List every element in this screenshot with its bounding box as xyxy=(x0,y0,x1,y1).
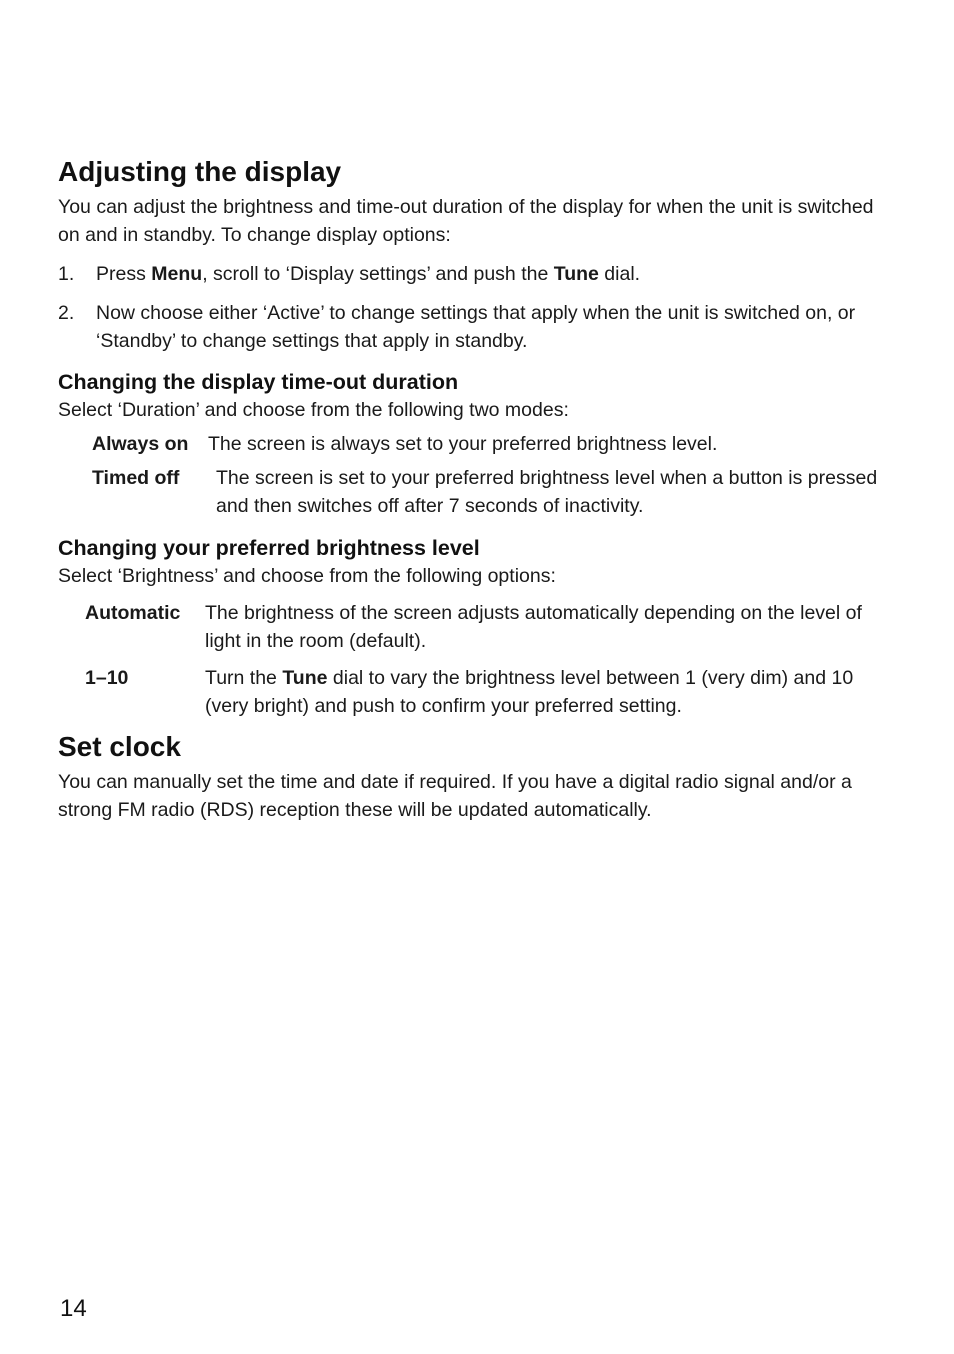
step-1: 1. Press Menu, scroll to ‘Display settings’ and push the Tune dial. xyxy=(58,260,898,288)
brightness-intro: Select ‘Brightness’ and choose from the following options: xyxy=(58,565,556,587)
section-title-adjusting-display: Adjusting the display xyxy=(58,156,342,187)
option-term: 1–10 xyxy=(85,667,129,689)
section-intro-adjusting-display: You can adjust the brightness and time-out duration of the display for when the unit is switched on and in standby. To change display options: xyxy=(58,196,874,246)
section-title-set-clock: Set clock xyxy=(58,731,181,762)
section-intro-set-clock: You can manually set the time and date if required. If you have a digital radio signal and/or a strong FM radio (RDS) reception these will be updated automatically. xyxy=(58,771,852,821)
menu-button-label: Menu xyxy=(151,263,203,285)
page-content xyxy=(58,155,898,824)
option-term: Automatic xyxy=(85,602,181,624)
mode-description: The screen is set to your preferred brightness level when a button is pressed and then switches off after 7 seconds of inactivity. xyxy=(216,467,878,517)
page-number: 14 xyxy=(60,1295,87,1322)
steps-list xyxy=(58,260,898,355)
timeout-duration-intro: Select ‘Duration’ and choose from the following two modes: xyxy=(58,399,569,421)
step-2 xyxy=(58,299,898,355)
tune-dial-label: Tune xyxy=(282,667,328,689)
mode-always-on xyxy=(58,430,898,458)
step-number: 1. xyxy=(58,263,75,285)
step-text: Now choose either ‘Active’ to change settings that apply when the unit is switched on, or ‘Standby’ to change settings that apply in standby. xyxy=(96,302,856,352)
mode-description: The screen is always set to your preferred brightness level. xyxy=(208,433,718,455)
option-1-10 xyxy=(58,664,898,720)
option-description: The brightness of the screen adjusts automatically depending on the level of light in the room (default). xyxy=(205,602,862,652)
mode-timed-off xyxy=(58,464,898,520)
step-number: 2. xyxy=(58,302,75,324)
subheading-timeout-duration: Changing the display time-out duration xyxy=(58,370,459,394)
duration-modes-list xyxy=(58,430,898,520)
brightness-options-list xyxy=(58,599,898,720)
option-description: Turn the Tune dial to vary the brightness level between 1 (very dim) and 10 (very bright) and push to confirm your preferred setting. xyxy=(205,667,854,717)
subheading-brightness-level: Changing your preferred brightness level xyxy=(58,536,480,560)
tune-dial-label: Tune xyxy=(553,263,599,285)
mode-term: Timed off xyxy=(92,467,180,489)
mode-term: Always on xyxy=(92,433,189,455)
option-automatic xyxy=(58,599,898,655)
